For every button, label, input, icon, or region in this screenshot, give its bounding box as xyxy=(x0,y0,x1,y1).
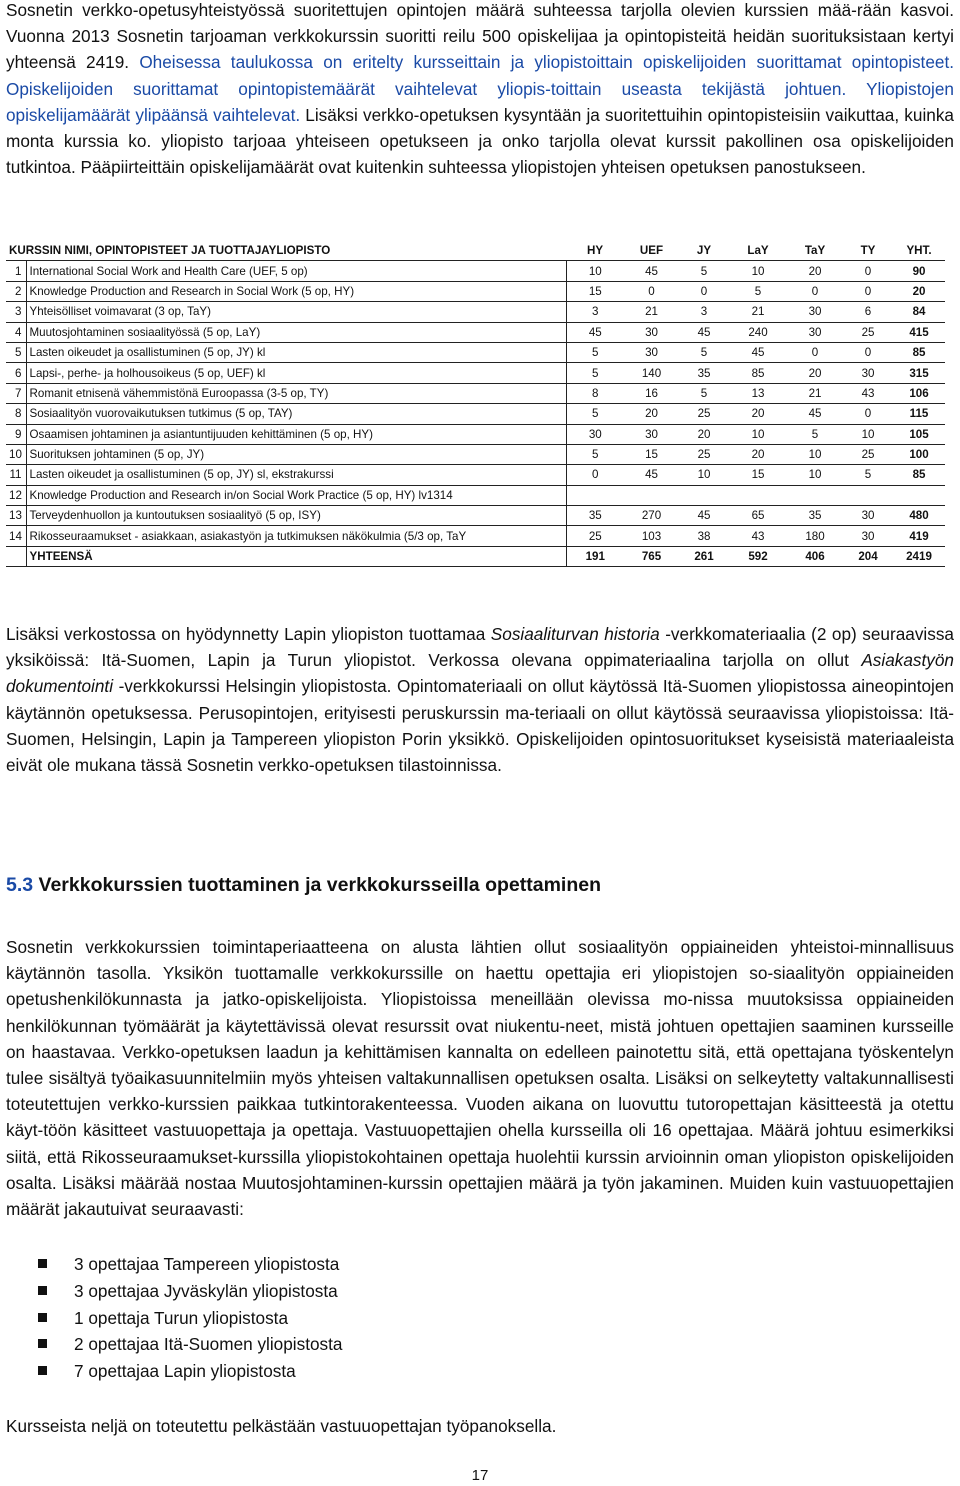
header-lay: LaY xyxy=(729,241,787,261)
row-number: 6 xyxy=(6,363,26,383)
credits-lay: 15 xyxy=(729,465,787,485)
credits-uef: 30 xyxy=(624,342,679,362)
list-item-text: 3 opettajaa Tampereen yliopistosta xyxy=(74,1254,340,1274)
square-bullet-icon xyxy=(38,1313,47,1322)
credits-jy: 45 xyxy=(679,322,729,342)
square-bullet-icon xyxy=(38,1259,47,1268)
materials-title-asiakastyon-dokumentointi: Asiakastyön dokumentointi xyxy=(6,650,954,697)
table-row xyxy=(6,322,945,342)
credits-uef: 21 xyxy=(624,302,679,322)
section-number: 5.3 xyxy=(6,874,34,896)
table-header-row xyxy=(6,241,945,261)
page-number: 17 xyxy=(471,1467,489,1484)
credits-jy: 5 xyxy=(679,383,729,403)
table-row xyxy=(6,404,945,424)
credits-hy: 0 xyxy=(566,465,624,485)
credits-lay: 65 xyxy=(729,506,787,526)
table-body xyxy=(6,261,945,546)
total-uef: 765 xyxy=(624,546,679,566)
credits-uef: 45 xyxy=(624,465,679,485)
teacher-count-list xyxy=(38,1251,342,1385)
table-row xyxy=(6,485,945,505)
credits-uef xyxy=(624,485,679,505)
table-row xyxy=(6,424,945,444)
row-number: 11 xyxy=(6,465,26,485)
list-item xyxy=(38,1358,342,1385)
row-number: 10 xyxy=(6,444,26,464)
course-name: Lapsi-, perhe- ja holhousoikeus (5 op, UEF) kl xyxy=(26,363,566,383)
table-row xyxy=(6,465,945,485)
credits-jy: 5 xyxy=(679,342,729,362)
credits-tay: 21 xyxy=(787,383,843,403)
credits-lay: 45 xyxy=(729,342,787,362)
credits-tay: 30 xyxy=(787,322,843,342)
credits-hy: 5 xyxy=(566,404,624,424)
list-item xyxy=(38,1251,342,1278)
credits-hy: 3 xyxy=(566,302,624,322)
row-number: 3 xyxy=(6,302,26,322)
total-ty: 204 xyxy=(843,546,893,566)
credits-ty: 5 xyxy=(843,465,893,485)
intro-sentence-3: Lisäksi verkko-opetuksen kysyntään ja suoritettuihin opintopisteisiin vaikuttaa, kuinka monta kurssia ko. yliopisto tarjoaa yhteiseen opetukseen ja onko tarjolla olevat kurssit pakollinen osa opiskelijoiden tutkintoa. Pääpiirteittäin opiskelijamäärät ovat kuitenkin suhteessa yliopistojen yhteisen opetuksen panostukseen. xyxy=(6,104,954,178)
credits-ty: 25 xyxy=(843,444,893,464)
credits-ty: 30 xyxy=(843,506,893,526)
row-number: 12 xyxy=(6,485,26,505)
credits-ty: 0 xyxy=(843,261,893,281)
credits-jy: 3 xyxy=(679,302,729,322)
row-number: 9 xyxy=(6,424,26,444)
materials-text-a: Lisäksi verkostossa on hyödynnetty Lapin yliopiston tuottamaa xyxy=(6,624,491,644)
materials-title-sosiaaliturvan-historia: Sosiaaliturvan historia xyxy=(490,624,660,644)
list-item xyxy=(38,1305,342,1332)
credits-hy: 30 xyxy=(566,424,624,444)
credits-yht xyxy=(893,485,945,505)
credits-uef: 30 xyxy=(624,424,679,444)
intro-paragraph xyxy=(6,0,954,180)
credits-tay: 0 xyxy=(787,342,843,362)
row-number: 4 xyxy=(6,322,26,342)
credits-yht: 415 xyxy=(893,322,945,342)
credits-jy: 0 xyxy=(679,281,729,301)
table-row xyxy=(6,342,945,362)
credits-ty xyxy=(843,485,893,505)
course-name: Lasten oikeudet ja osallistuminen (5 op, JY) sl, ekstrakurssi xyxy=(26,465,566,485)
course-name: Romanit etnisenä vähemmistönä Euroopassa (3-5 op, TY) xyxy=(26,383,566,403)
credits-hy: 8 xyxy=(566,383,624,403)
credits-tay: 35 xyxy=(787,506,843,526)
table-row xyxy=(6,506,945,526)
list-item-text: 1 opettaja Turun yliopistosta xyxy=(74,1307,289,1328)
row-number: 13 xyxy=(6,506,26,526)
row-number: 2 xyxy=(6,281,26,301)
credits-yht: 315 xyxy=(893,363,945,383)
header-tay: TaY xyxy=(787,241,843,261)
credits-hy: 5 xyxy=(566,444,624,464)
credits-uef: 16 xyxy=(624,383,679,403)
intro-sentence-2: Oheisessa taulukossa on eritelty kursseittain ja yliopistoittain opiskelijoiden suorittamat opintopisteet. Opiskelijoiden suorittamat opintopistemäärät vaihtelevat yliopis-toittain useasta tekijästä johtuen. Yliopistojen opiskelijamäärät ylipäänsä vaihtelevat. xyxy=(6,52,954,125)
materials-text-b: -verkkomateriaalia (2 op) seuraavissa yksiköissä: Itä-Suomen, Lapin ja Turun yliopistot. Verkossa olevana oppimateriaalina tarjolla on ollut xyxy=(6,624,954,671)
credits-lay: 240 xyxy=(729,322,787,342)
total-label: YHTEENSÄ xyxy=(26,546,566,566)
table-row xyxy=(6,383,945,403)
total-jy: 261 xyxy=(679,546,729,566)
total-yht: 2419 xyxy=(893,546,945,566)
credits-jy: 25 xyxy=(679,404,729,424)
credits-jy: 35 xyxy=(679,363,729,383)
credits-jy: 20 xyxy=(679,424,729,444)
table-row xyxy=(6,302,945,322)
header-ty: TY xyxy=(843,241,893,261)
intro-sentence-1: Sosnetin verkko-opetusyhteistyössä suoritettujen opintojen määrä suhteessa tarjolla olevien kurssien mää-rään kasvoi. Vuonna 2013 Sosnetin tarjoaman verkkokurssin suoritti reilu 500 opiskelijaa ja opintopisteitä heidän suorituksistaan kertyi yhteensä 2419. xyxy=(6,0,954,73)
course-name: Lasten oikeudet ja osallistuminen (5 op, JY) kl xyxy=(26,342,566,362)
credits-jy: 10 xyxy=(679,465,729,485)
credits-tay: 180 xyxy=(787,526,843,546)
credits-ty: 0 xyxy=(843,404,893,424)
table-row xyxy=(6,526,945,546)
credits-jy xyxy=(679,485,729,505)
credits-ty: 30 xyxy=(843,526,893,546)
credits-lay xyxy=(729,485,787,505)
table-row xyxy=(6,363,945,383)
course-name: Terveydenhuollon ja kuntoutuksen sosiaalityö (5 op, ISY) xyxy=(26,506,566,526)
course-name: International Social Work and Health Care (UEF, 5 op) xyxy=(26,261,566,281)
header-uef: UEF xyxy=(624,241,679,261)
credits-ty: 43 xyxy=(843,383,893,403)
credits-uef: 45 xyxy=(624,261,679,281)
row-number: 7 xyxy=(6,383,26,403)
credits-tay: 10 xyxy=(787,444,843,464)
section-title: Verkkokurssien tuottaminen ja verkkokursseilla opettaminen xyxy=(33,874,601,896)
table-total-row xyxy=(6,546,945,566)
credits-jy: 5 xyxy=(679,261,729,281)
credits-jy: 38 xyxy=(679,526,729,546)
course-name: Suorituksen johtaminen (5 op, JY) xyxy=(26,444,566,464)
header-yht: YHT. xyxy=(893,241,945,261)
section-heading xyxy=(6,874,601,897)
course-name: Osaamisen johtaminen ja asiantuntijuuden kehittäminen (5 op, HY) xyxy=(26,424,566,444)
credits-hy: 15 xyxy=(566,281,624,301)
materials-text-c: -verkkokurssi Helsingin yliopistosta. Opintomateriaali on ollut käytössä Itä-Suomen yliopistossa aineopintojen käytännön opetuksessa. Perusopintojen, erityisesti peruskurssin ma-teriaali on ollut käytössä seuraavissa yliopistoissa: Itä-Suomen, Helsingin, Lapin ja Tampereen yliopiston Porin yksikkö. Opiskelijoiden opintosuoritukset kyseisistä materiaaleista eivät ole mukana tässä Sosnetin verkko-opetuksen tilastoinnissa. xyxy=(6,676,954,776)
credits-lay: 43 xyxy=(729,526,787,546)
list-item xyxy=(38,1278,342,1305)
course-name: Yhteisölliset voimavarat (3 op, TaY) xyxy=(26,302,566,322)
credits-lay: 13 xyxy=(729,383,787,403)
list-item-text: 3 opettajaa Jyväskylän yliopistosta xyxy=(74,1280,338,1301)
credits-ty: 0 xyxy=(843,342,893,362)
credits-yht: 480 xyxy=(893,506,945,526)
course-name: Sosiaalityön vuorovaikutuksen tutkimus (5 op, TAY) xyxy=(26,404,566,424)
credits-yht: 115 xyxy=(893,404,945,424)
course-name: Rikosseuraamukset - asiakkaan, asiakastyön ja tutkimuksen näkökulmia (5/3 op, TaY xyxy=(26,526,566,546)
credits-yht: 100 xyxy=(893,444,945,464)
square-bullet-icon xyxy=(38,1366,47,1375)
header-course-name: KURSSIN NIMI, OPINTOPISTEET JA TUOTTAJAYLIOPISTO xyxy=(6,241,566,261)
credits-tay: 20 xyxy=(787,261,843,281)
credits-hy: 5 xyxy=(566,363,624,383)
credits-jy: 45 xyxy=(679,506,729,526)
credits-tay: 0 xyxy=(787,281,843,301)
credits-yht: 20 xyxy=(893,281,945,301)
credits-tay xyxy=(787,485,843,505)
credits-hy: 10 xyxy=(566,261,624,281)
credits-lay: 20 xyxy=(729,404,787,424)
credits-ty: 30 xyxy=(843,363,893,383)
credits-hy xyxy=(566,485,624,505)
credits-yht: 85 xyxy=(893,465,945,485)
credits-ty: 25 xyxy=(843,322,893,342)
credits-yht: 419 xyxy=(893,526,945,546)
course-name: Knowledge Production and Research in/on Social Work Practice (5 op, HY) lv1314 xyxy=(26,485,566,505)
credits-tay: 45 xyxy=(787,404,843,424)
credits-yht: 90 xyxy=(893,261,945,281)
credits-hy: 5 xyxy=(566,342,624,362)
row-number: 1 xyxy=(6,261,26,281)
square-bullet-icon xyxy=(38,1286,47,1295)
row-number: 8 xyxy=(6,404,26,424)
closing-paragraph: Kursseista neljä on toteutettu pelkästään vastuuopettajan työpanoksella. xyxy=(6,1416,557,1436)
credits-uef: 270 xyxy=(624,506,679,526)
credits-uef: 0 xyxy=(624,281,679,301)
credits-uef: 15 xyxy=(624,444,679,464)
materials-paragraph xyxy=(6,621,954,778)
credits-hy: 35 xyxy=(566,506,624,526)
credits-uef: 103 xyxy=(624,526,679,546)
credits-hy: 45 xyxy=(566,322,624,342)
list-item-text: 7 opettajaa Lapin yliopistosta xyxy=(74,1361,296,1382)
row-number: 14 xyxy=(6,526,26,546)
credits-yht: 105 xyxy=(893,424,945,444)
credits-ty: 10 xyxy=(843,424,893,444)
credits-jy: 25 xyxy=(679,444,729,464)
list-item-text: 2 opettajaa Itä-Suomen yliopistosta xyxy=(74,1334,343,1355)
credits-tay: 30 xyxy=(787,302,843,322)
total-hy: 191 xyxy=(566,546,624,566)
credits-uef: 20 xyxy=(624,404,679,424)
course-name: Muutosjohtaminen sosiaalityössä (5 op, LaY) xyxy=(26,322,566,342)
credits-tay: 5 xyxy=(787,424,843,444)
table-row xyxy=(6,444,945,464)
total-tay: 406 xyxy=(787,546,843,566)
header-hy: HY xyxy=(566,241,624,261)
credits-lay: 85 xyxy=(729,363,787,383)
credits-tay: 20 xyxy=(787,363,843,383)
credits-tay: 10 xyxy=(787,465,843,485)
table-row xyxy=(6,281,945,301)
credits-uef: 140 xyxy=(624,363,679,383)
credits-yht: 84 xyxy=(893,302,945,322)
credits-uef: 30 xyxy=(624,322,679,342)
row-number: 5 xyxy=(6,342,26,362)
credits-lay: 20 xyxy=(729,444,787,464)
list-item xyxy=(38,1331,342,1358)
credits-yht: 85 xyxy=(893,342,945,362)
credits-lay: 10 xyxy=(729,261,787,281)
table-row xyxy=(6,261,945,281)
credits-lay: 10 xyxy=(729,424,787,444)
credits-yht: 106 xyxy=(893,383,945,403)
total-number-cell xyxy=(6,546,26,566)
credits-ty: 0 xyxy=(843,281,893,301)
credits-table xyxy=(6,241,945,567)
credits-lay: 5 xyxy=(729,281,787,301)
header-jy: JY xyxy=(679,241,729,261)
total-lay: 592 xyxy=(729,546,787,566)
credits-hy: 25 xyxy=(566,526,624,546)
square-bullet-icon xyxy=(38,1339,47,1348)
credits-ty: 6 xyxy=(843,302,893,322)
credits-lay: 21 xyxy=(729,302,787,322)
teaching-paragraph: Sosnetin verkkokurssien toimintaperiaatteena on alusta lähtien ollut sosiaalityön oppiaineiden yhteistoi-minnallisuus käytännön tasolla. Yksikön tuottamalle verkkokurssille on haettu opettajia eri yliopistojen so-siaalityön oppiaineiden opetushenkilökunnasta ja jatko-opiskelijoista. Yliopistoissa meneillään olevissa mo-nissa muutoksissa oppiaineiden henkilökunnan työmäärät ja käytettävissä olevat resurssit ovat niukentu-neet, mistä johtuen opettajien saaminen kursseille on haastavaa. Verkko-opetuksen laadun ja kehittämisen kannalta on edelleen painotettu sitä, että opettajana työskentelyn tulee sisältyä työaikasuunnitelmiin myös yhteisen valtakunnallisen opetuksen osalta. Lisäksi on selkeytetty valtakunnallisesti toteutettujen verkko-kurssien paikkaa tutkintorakenteessa. Vuoden aikana on luovuttu tutoropettajan käsitteestä ja otettu käyt-töön käsitteet vastuuopettaja ja opettaja. Vastuuopettajien ohella kursseilla oli 16 opettajaa. Määrä johtuu esimerkiksi siitä, että Rikosseuraamukset-kurssilla yliopistokohtainen opettaja huolehtii kurssin arvioinnin oman yliopiston opiskelijoiden osalta. Lisäksi määrää nostaa Muutosjohtaminen-kurssin opettajien määrä ja työn jakaminen. Muiden kuin vastuuopettajien määrät jakautuivat seuraavasti: xyxy=(6,937,954,1220)
course-name: Knowledge Production and Research in Social Work (5 op, HY) xyxy=(26,281,566,301)
